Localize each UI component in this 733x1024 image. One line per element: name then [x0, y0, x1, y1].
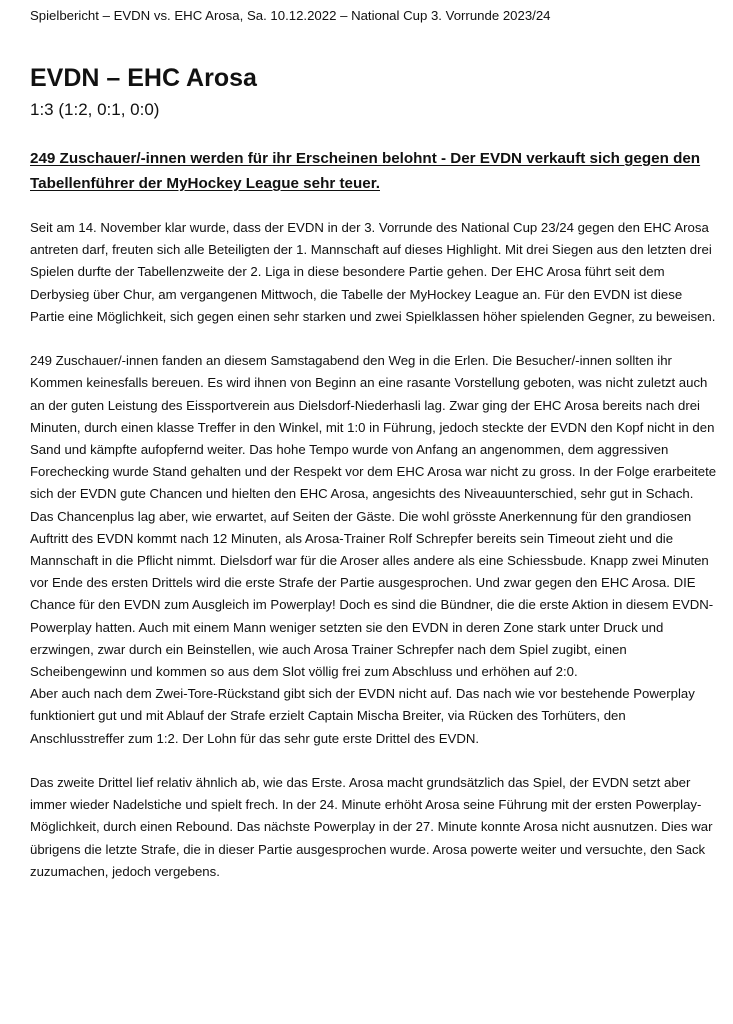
paragraph-first-period-end: Aber auch nach dem Zwei-Tore-Rückstand gibt sich der EVDN nicht auf. Das nach wie vor bestehende Powerplay funktioniert gut und mit Ablauf der Strafe erzielt Captain Mischa Breiter, via Rücken des Torhüters, den Anschlusstreffer zum 1:2. Der Lohn für das sehr gute erste Drittel des EVDN.: [30, 686, 695, 746]
article-body: [30, 217, 720, 883]
paragraph-first-period: 249 Zuschauer/-innen fanden an diesem Samstagabend den Weg in die Erlen. Die Besucher/-innen sollten ihr Kommen keinesfalls bereuen. Es wird ihnen von Beginn an eine rasante Vorstellung geboten, was nicht zuletzt auch an der guten Leistung des Eissportverein aus Dielsdorf-Niederhasli lag. Zwar ging der EHC Arosa bereits nach drei Minuten, durch einen klasse Treffer in den Winkel, mit 1:0 in Führung, jedoch steckte der EVDN den Kopf nicht in den Sand und kämpfte aufopfernd weiter. Das hohe Tempo wurde von Anfang an angenommen, dem aggressiven Forechecking wurde Stand gehalten und der Respekt vor dem EHC Arosa war nicht zu gross. In der Folge erarbeitete sich der EVDN gute Chancen und hielten den EHC Arosa, angesichts des Niveauunterschied, sehr gut in Schach. Das Chancenplus lag aber, wie erwartet, auf Seiten der Gäste. Die wohl grösste Anerkennung für den grandiosen Auftritt des EVDN kommt nach 12 Minuten, als Arosa-Trainer Rolf Schrepfer bereits sein Timeout zieht und die Mannschaft in die Pflicht nimmt. Dielsdorf war für die Aroser alles andere als eine Schiessbude. Knapp zwei Minuten vor Ende des ersten Drittels wird die erste Strafe der Partie ausgesprochen. Und zwar gegen den EHC Arosa. DIE Chance für den EVDN zum Ausgleich im Powerplay! Doch es sind die Bündner, die die erste Aktion in diesem EVDN-Powerplay hatten. Auch mit einem Mann weniger setzten sie den EVDN in deren Zone stark unter Druck und erzwingen, zwar durch ein Beinstellen, wie auch Arosa Trainer Schrepfer nach dem Spiel zugibt, einen Scheibengewinn und kommen so aus dem Slot völlig frei zum Abschluss und erhöhen auf 2:0.: [30, 353, 717, 680]
match-score: 1:3 (1:2, 0:1, 0:0): [30, 100, 160, 119]
paragraph-intro: Seit am 14. November klar wurde, dass der EVDN in der 3. Vorrunde des National Cup 23/24 gegen den EHC Arosa antreten darf, freuten sich alle Beteiligten der 1. Mannschaft auf dieses Highlight. Mit drei Siegen aus den letzten drei Spielen durfte der Tabellenzweite der 2. Liga in diese besondere Partie gehen. Der EHC Arosa führt seit dem Derbysieg über Chur, am vergangenen Mittwoch, die Tabelle der MyHockey League an. Für den EVDN ist diese Partie eine Möglichkeit, sich gegen einen sehr starken und zwei Spielklassen höher spielenden Gegner, zu beweisen.: [30, 220, 716, 324]
match-title: EVDN – EHC Arosa: [30, 64, 257, 92]
paragraph-second-period: Das zweite Drittel lief relativ ähnlich ab, wie das Erste. Arosa macht grundsätzlich das Spiel, der EVDN setzt aber immer wieder Nadelstiche und spielt frech. In der 24. Minute erhöht Arosa seine Führung mit der ersten Powerplay-Möglichkeit, durch einen Rebound. Das nächste Powerplay in der 27. Minute konnte Arosa nicht ausnutzen. Dies war übrigens die letzte Strafe, die in dieser Partie ausgesprochen wurde. Arosa powerte weiter und versuchte, den Sack zuzumachen, jedoch vergebens.: [30, 775, 713, 879]
running-header: Spielbericht – EVDN vs. EHC Arosa, Sa. 10.12.2022 – National Cup 3. Vorrunde 2023/24: [30, 8, 551, 23]
article-headline: 249 Zuschauer/-innen werden für ihr Erscheinen belohnt - Der EVDN verkauft sich gegen den Tabellenführer der MyHockey League sehr teuer.: [30, 150, 701, 192]
